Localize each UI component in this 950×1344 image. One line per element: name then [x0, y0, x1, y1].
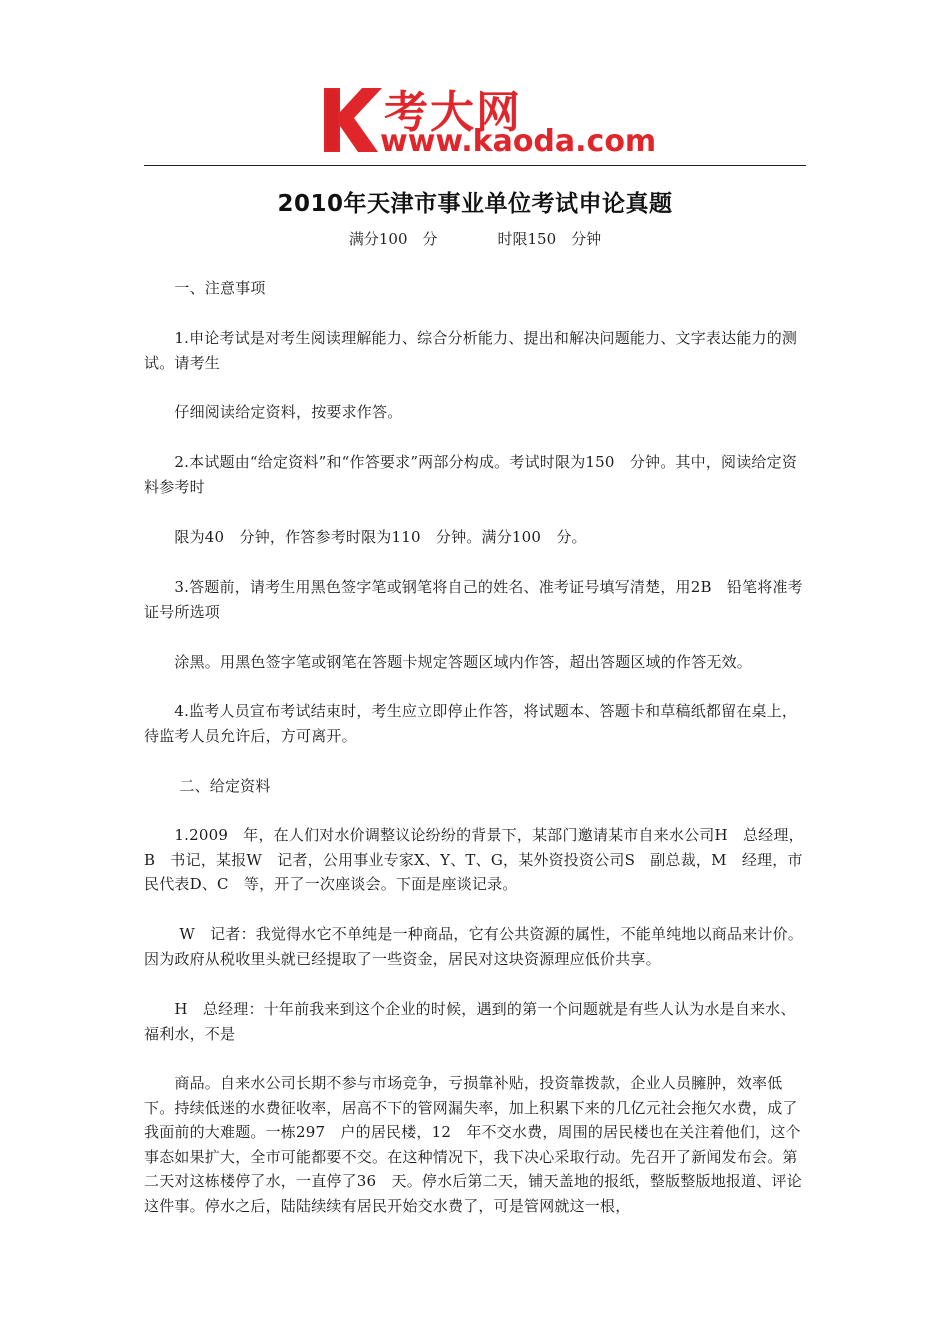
paragraph: 4.监考人员宣布考试结束时，考生应立即停止作答，将试题本、答题卡和草稿纸都留在桌上，待监考人员允许后，方可离开。	[144, 702, 798, 745]
paragraph: 限为40 分钟，作答参考时限为110 分钟。满分100 分。	[144, 528, 587, 546]
paragraph: 2.本试题由“给定资料”和“作答要求”两部分构成。考试时限为150 分钟。其中，阅读给定资料参考时	[144, 453, 798, 496]
paragraph: 商品。自来水公司长期不参与市场竞争，亏损靠补贴，投资靠拨款，企业人员臃肿，效率低下。持续低迷的水费征收率，居高不下的管网漏失率，加上积累下来的几亿元社会拖欠水费，成了我面前的大难题。一栋297 户的居民楼，12 年不交水费，周围的居民楼也在关注着他们，这个事态如果扩大，全市可能都要不交。在这种情况下，我下决心采取行动。先召开了新闻发布会。第二天对这栋楼停了水，一直停了36 天。停水后第二天，铺天盖地的报纸，整版整版地报道、评论这件事。停水之后，陆陆续续有居民开始交水费了，可是管网就这一根，	[144, 1074, 802, 1215]
section-heading-materials: 二、给定资料	[144, 777, 271, 795]
header-divider	[144, 165, 806, 166]
paragraph: W 记者：我觉得水它不单纯是一种商品，它有公共资源的属性，不能单纯地以商品来计价。因为政府从税收里头就已经提取了一些资金，居民对这块资源理应低价共享。	[144, 925, 803, 968]
paragraph: 3.答题前，请考生用黑色签字笔或钢笔将自己的姓名、准考证号填写清楚，用2B 铅笔将准考证号所选项	[144, 578, 803, 621]
paragraph: H 总经理：十年前我来到这个企业的时候，遇到的第一个问题就是有些人认为水是自来水、福利水，不是	[144, 1000, 796, 1043]
document-title: 2010年天津市事业单位考试申论真题	[277, 191, 673, 217]
logo-url: www.kaoda.com	[380, 124, 657, 159]
paragraph: 1.2009 年，在人们对水价调整议论纷纷的背景下，某部门邀请某市自来水公司H 总经理，B 书记，某报W 记者，公用事业专家X、Y、T、G，某外资投资公司S 副总裁，M 经理，市民代表D、C 等，开了一次座谈会。下面是座谈记录。	[144, 826, 804, 893]
paragraph: 仔细阅读给定资料，按要求作答。	[144, 403, 403, 421]
kaoda-logo[interactable]	[318, 82, 657, 164]
logo-chinese-name: 考大网	[384, 87, 522, 138]
paragraph: 涂黑。用黑色签字笔或钢笔在答题卡规定答题区域内作答，超出答题区域的作答无效。	[144, 653, 753, 671]
score-and-time-limit: 满分100 分 时限150 分钟	[348, 230, 602, 248]
section-heading-notes: 一、注意事项	[144, 279, 266, 297]
paragraph: 1.申论考试是对考生阅读理解能力、综合分析能力、提出和解决问题能力、文字表达能力的测试。请考生	[144, 329, 798, 372]
